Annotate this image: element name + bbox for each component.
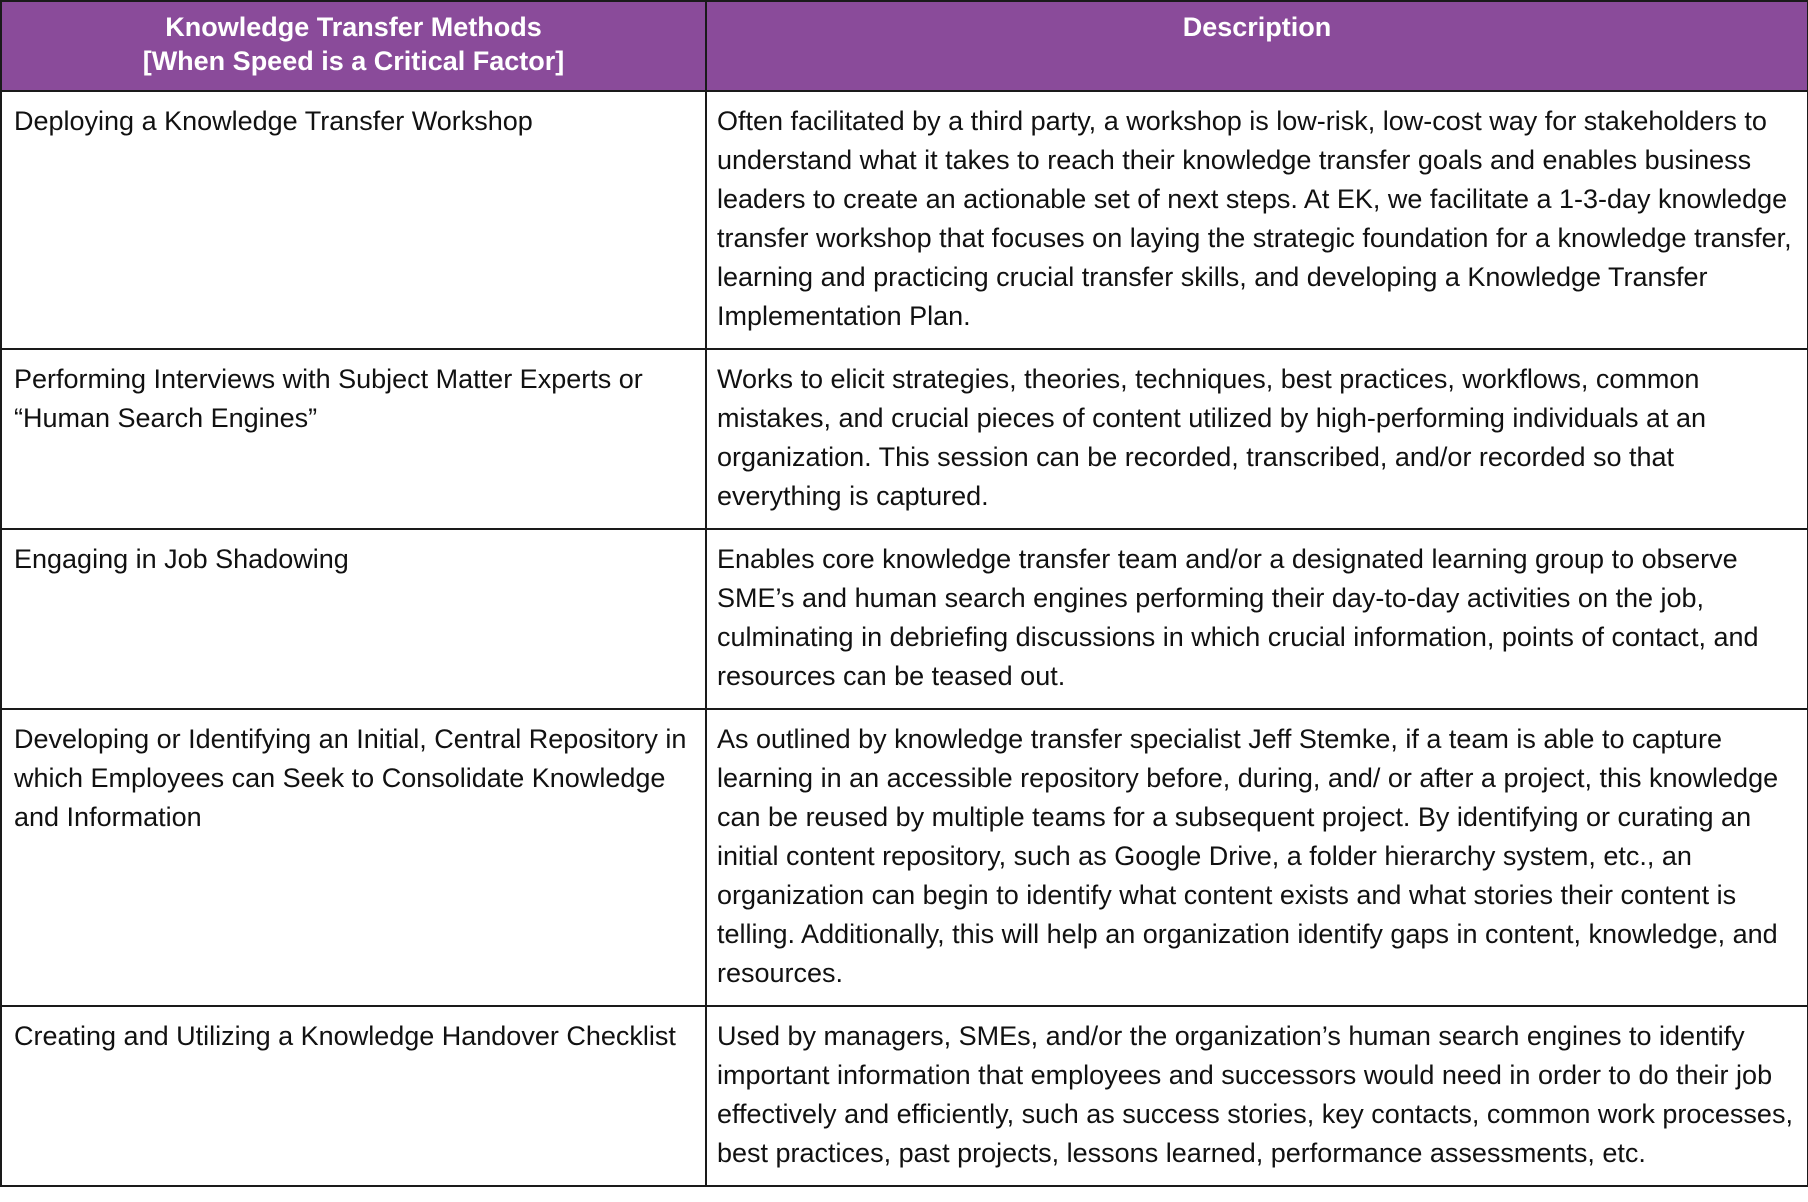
method-cell: Performing Interviews with Subject Matter Experts or “Human Search Engines”: [1, 349, 706, 529]
header-methods: [1, 1, 706, 91]
table-row: [1, 529, 1808, 709]
header-description: Description: [706, 1, 1808, 91]
method-cell: Engaging in Job Shadowing: [1, 529, 706, 709]
table-row: [1, 709, 1808, 1006]
description-cell: As outlined by knowledge transfer specialist Jeff Stemke, if a team is able to capture learning in an accessible repository before, during, and/ or after a project, this knowledge can be reused by multiple teams for a subsequent project. By identifying or curating an initial content repository, such as Google Drive, a folder hierarchy system, etc., an organization can begin to identify what content exists and what stories their content is telling. Additionally, this will help an organization identify gaps in content, knowledge, and resources.: [706, 709, 1808, 1006]
description-cell: Often facilitated by a third party, a workshop is low-risk, low-cost way for stakeholders to understand what it takes to reach their knowledge transfer goals and enables business leaders to create an actionable set of next steps. At EK, we facilitate a 1-3-day knowledge transfer workshop that focuses on laying the strategic foundation for a knowledge transfer, learning and practicing crucial transfer skills, and developing a Knowledge Transfer Implementation Plan.: [706, 91, 1808, 349]
table-row: [1, 349, 1808, 529]
method-cell: Deploying a Knowledge Transfer Workshop: [1, 91, 706, 349]
table-header-row: [1, 1, 1808, 91]
description-cell: Works to elicit strategies, theories, techniques, best practices, workflows, common mistakes, and crucial pieces of content utilized by high-performing individuals at an organization. This session can be recorded, transcribed, and/or recorded so that everything is captured.: [706, 349, 1808, 529]
method-cell: Developing or Identifying an Initial, Central Repository in which Employees can Seek to Consolidate Knowledge and Information: [1, 709, 706, 1006]
method-cell: Creating and Utilizing a Knowledge Handover Checklist: [1, 1006, 706, 1186]
table-row: [1, 1006, 1808, 1186]
table-row: [1, 91, 1808, 349]
header-methods-line1: Knowledge Transfer Methods: [165, 12, 542, 42]
header-methods-line2: [When Speed is a Critical Factor]: [142, 46, 565, 76]
description-cell: Used by managers, SMEs, and/or the organization’s human search engines to identify important information that employees and successors would need in order to do their job effectively and efficiently, such as success stories, key contacts, common work processes, best practices, past projects, lessons learned, performance assessments, etc.: [706, 1006, 1808, 1186]
description-cell: Enables core knowledge transfer team and/or a designated learning group to observe SME’s and human search engines performing their day-to-day activities on the job, culminating in debriefing discussions in which crucial information, points of contact, and resources can be teased out.: [706, 529, 1808, 709]
